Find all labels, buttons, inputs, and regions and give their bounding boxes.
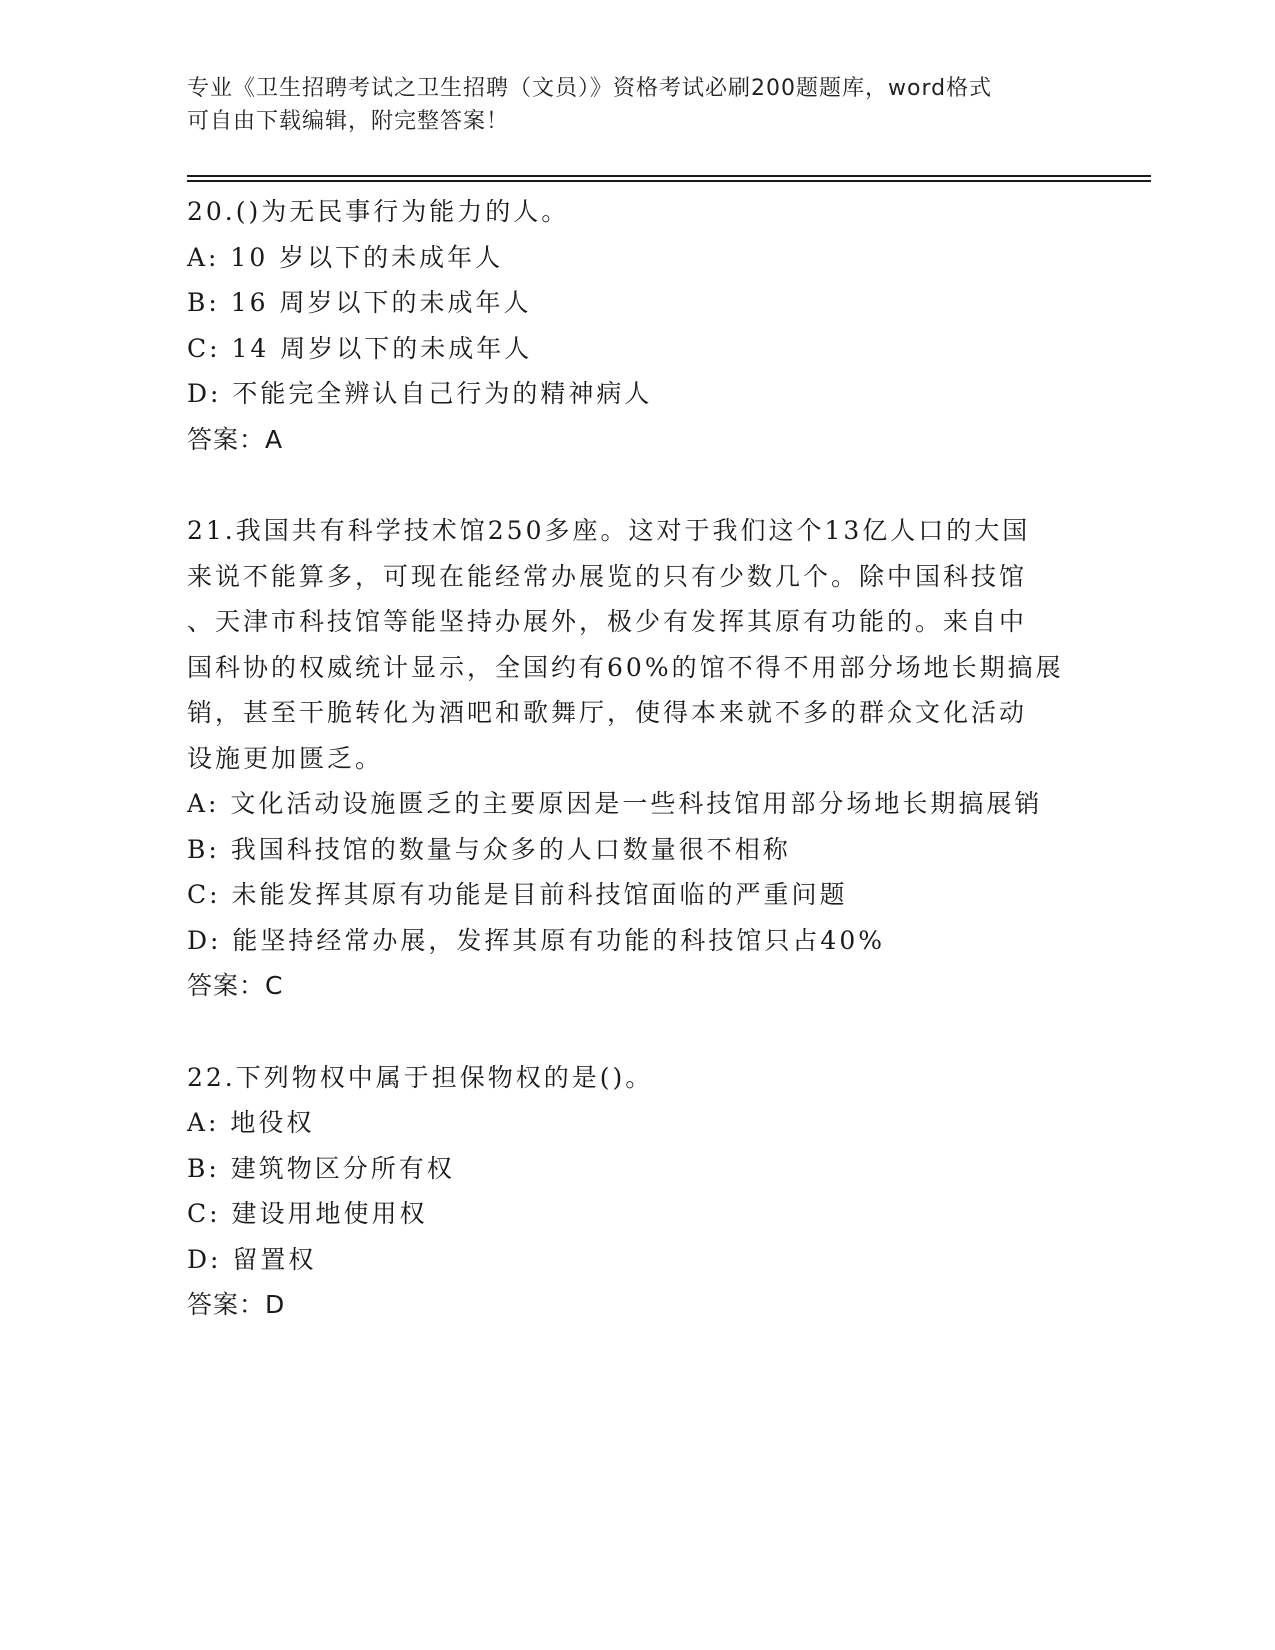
option-d: D: 留置权 [187, 1244, 317, 1274]
answer-label: 答案：C [187, 971, 284, 1000]
question-stem: 、天津市科技馆等能坚持办展外，极少有发挥其原有功能的。来自中 [187, 607, 1028, 636]
question-stem: 国科协的权威统计显示，全国约有60%的馆不得不用部分场地长期搞展 [187, 652, 1064, 682]
option-a: A: 文化活动设施匮乏的主要原因是一些科技馆用部分场地长期搞展销 [187, 789, 1043, 818]
option-b: B: 建筑物区分所有权 [187, 1153, 455, 1183]
header-divider-top [187, 175, 1151, 177]
question-spacer [187, 462, 1087, 508]
question-20 [187, 189, 1087, 462]
question-list [187, 189, 1087, 1328]
header-divider-bottom [187, 180, 1151, 182]
question-22 [187, 1055, 1087, 1328]
header-line-2: 可自由下载编辑，附完整答案！ [187, 109, 510, 134]
option-d: D: 不能完全辨认自己行为的精神病人 [187, 379, 653, 408]
document-header [187, 72, 1087, 138]
option-d: D: 能坚持经常办展，发挥其原有功能的科技馆只占40% [187, 925, 885, 955]
option-c: C: 建设用地使用权 [187, 1199, 428, 1228]
question-spacer [187, 1009, 1087, 1055]
option-b: B: 16 周岁以下的未成年人 [187, 288, 532, 317]
question-stem: 设施更加匮乏。 [187, 743, 384, 773]
question-stem: 销，甚至干脆转化为酒吧和歌舞厅，使得本来就不多的群众文化活动 [187, 698, 1028, 727]
question-stem: 20.()为无民事行为能力的人。 [187, 197, 570, 226]
option-a: A: 10 岁以下的未成年人 [187, 242, 504, 272]
option-b: B: 我国科技馆的数量与众多的人口数量很不相称 [187, 834, 791, 864]
answer-label: 答案：A [187, 424, 284, 454]
option-c: C: 14 周岁以下的未成年人 [187, 333, 533, 363]
option-c: C: 未能发挥其原有功能是目前科技馆面临的严重问题 [187, 880, 848, 909]
question-21 [187, 508, 1087, 1009]
question-stem: 来说不能算多，可现在能经常办展览的只有少数几个。除中国科技馆 [187, 561, 1028, 591]
option-a: A: 地役权 [187, 1108, 315, 1137]
answer-label: 答案：D [187, 1290, 286, 1319]
question-stem: 21.我国共有科学技术馆250多座。这对于我们这个13亿人口的大国 [187, 516, 1031, 545]
question-stem: 22.下列物权中属于担保物权的是()。 [187, 1062, 654, 1092]
header-line-1: 专业《卫生招聘考试之卫生招聘（文员）》资格考试必刷200题题库，word格式 [187, 76, 993, 101]
